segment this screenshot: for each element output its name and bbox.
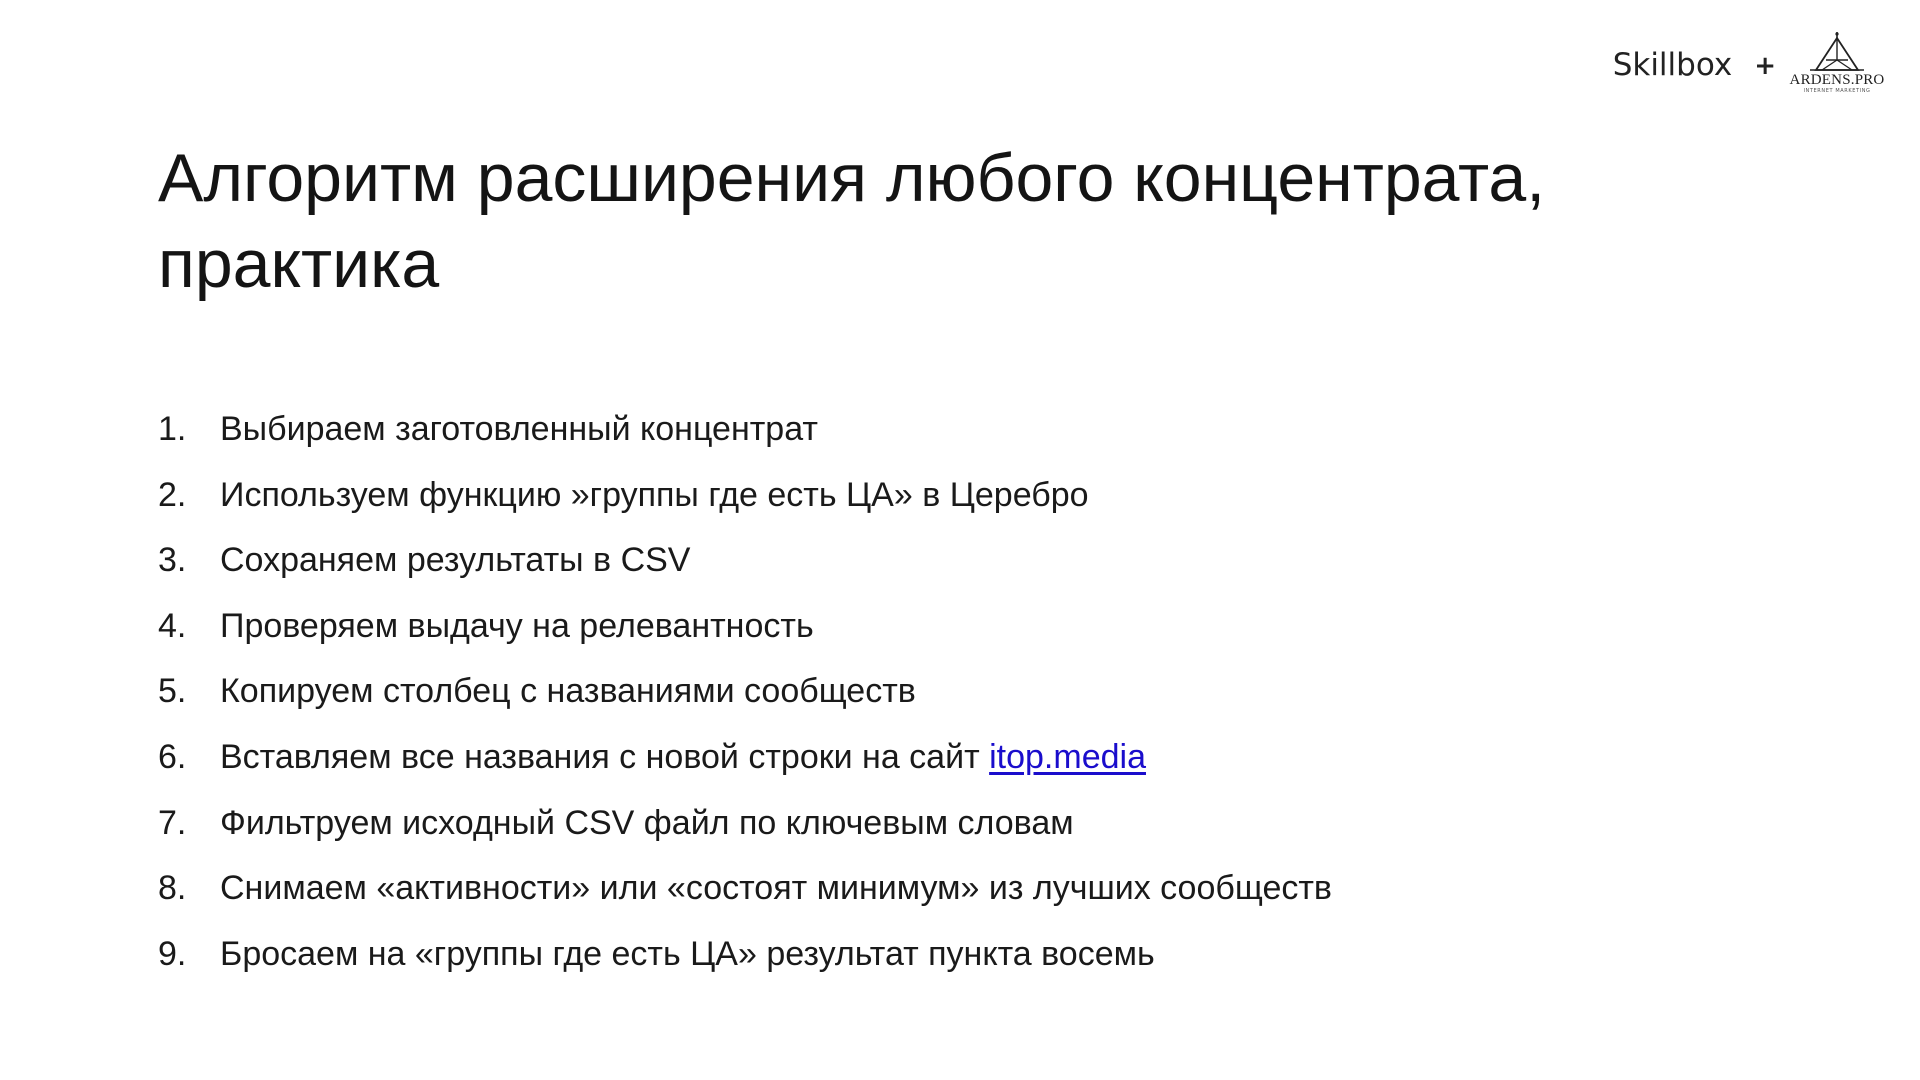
list-item xyxy=(158,672,1332,738)
ardens-logo-tagline: INTERNET MARKETING xyxy=(1803,87,1871,94)
list-item-number: 7. xyxy=(158,803,187,842)
list-item xyxy=(158,476,1332,542)
list-item xyxy=(158,541,1332,607)
list-item xyxy=(158,410,1332,476)
list-item-text xyxy=(220,804,1074,843)
logo-bar xyxy=(1613,22,1884,102)
logo-plus-sign: + xyxy=(1754,51,1776,81)
list-item-number: 5. xyxy=(158,672,187,711)
list-item-text xyxy=(220,935,1155,974)
list-item-label: Проверяем выдачу на релевантность xyxy=(220,606,814,645)
list-item-number: 2. xyxy=(158,475,187,514)
list-item-label: Фильтруем исходный CSV файл по ключевым словам xyxy=(220,803,1074,842)
list-item-label: Используем функцию »группы где есть ЦА» в Церебро xyxy=(220,475,1089,514)
list-item-number: 3. xyxy=(158,541,187,580)
list-item-label: Сохраняем результаты в CSV xyxy=(220,541,691,580)
list-item-text xyxy=(220,607,814,646)
steps-list xyxy=(158,410,1332,1000)
ardens-triangle-logo-icon xyxy=(1808,30,1866,74)
list-item-label: Копируем столбец с названиями сообществ xyxy=(220,672,916,711)
list-item-number: 6. xyxy=(158,737,187,776)
list-item-text xyxy=(220,869,1332,908)
ardens-logo-text: ARDENS.PRO xyxy=(1789,71,1885,88)
list-item-text xyxy=(220,476,1089,515)
list-item xyxy=(158,869,1332,935)
list-item xyxy=(158,607,1332,673)
list-item-number: 1. xyxy=(158,410,187,448)
list-item-number: 8. xyxy=(158,869,187,908)
list-item-label: Выбираем заготовленный концентрат xyxy=(220,410,818,448)
list-item-text xyxy=(220,541,690,580)
list-item-text xyxy=(220,672,916,711)
list-item xyxy=(158,935,1332,1001)
list-item-label: Снимаем «активности» или «состоят минимум» из лучших сообществ xyxy=(220,869,1332,908)
list-item-label: Бросаем на «группы где есть ЦА» результат пункта восемь xyxy=(220,934,1155,973)
skillbox-logo: Skillbox xyxy=(1612,47,1733,83)
list-item xyxy=(158,804,1332,870)
list-item-number: 4. xyxy=(158,606,187,645)
itop-media-link[interactable]: itop.media xyxy=(989,737,1146,776)
list-item-label: Вставляем все названия с новой строки на сайт xyxy=(220,737,990,776)
slide-title: Алгоритм расширения любого концентрата, практика xyxy=(158,140,1546,302)
ardens-logo xyxy=(1790,30,1884,95)
list-item-number: 9. xyxy=(158,934,187,973)
list-item-text xyxy=(220,738,1146,777)
list-item-text xyxy=(220,410,818,449)
list-item xyxy=(158,738,1332,804)
